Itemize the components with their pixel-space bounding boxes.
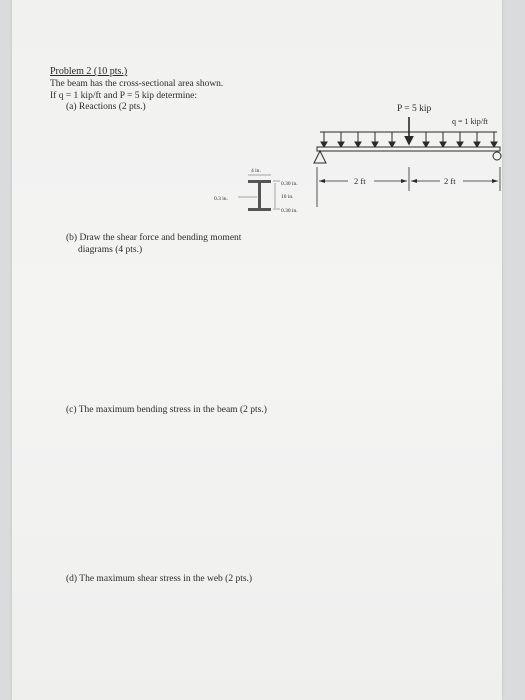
span-left-label: 2 ft — [354, 176, 366, 186]
top-flange — [248, 180, 271, 183]
problem-title: Problem 2 (10 pts.) — [50, 66, 128, 77]
roller-support — [493, 152, 501, 160]
bottom-flange-thickness-label: 0.30 in. — [281, 208, 298, 214]
flange-width-label: 4 in. — [251, 168, 261, 174]
span-right-label: 2 ft — [444, 176, 456, 186]
dimension-arrow — [411, 179, 417, 183]
top-flange-thickness-label: 0.30 in. — [281, 181, 298, 187]
cross-section-diagram — [200, 163, 330, 223]
pin-support — [314, 151, 326, 163]
beam-diagram — [300, 95, 520, 215]
web-thickness-label: 0.3 in. — [214, 196, 228, 202]
problem-statement-line-2: If q = 1 kip/ft and P = 5 kip determine: — [50, 91, 198, 101]
beam — [317, 147, 500, 151]
dimension-arrow — [492, 179, 498, 183]
part-d-shear-stress: (d) The maximum shear stress in the web (2 pts.) — [66, 574, 253, 584]
web — [258, 183, 261, 208]
problem-statement-line-1: The beam has the cross-sectional area shown. — [50, 79, 224, 89]
bottom-flange — [248, 208, 271, 211]
part-a-reactions: (a) Reactions (2 pts.) — [66, 102, 146, 112]
point-load-label: P = 5 kip — [397, 104, 432, 114]
part-b-shear-moment-line-2: diagrams (4 pts.) — [78, 245, 143, 255]
web-height-label: 10 in. — [281, 194, 294, 200]
dimension-arrow — [401, 179, 407, 183]
part-b-shear-moment-line-1: (b) Draw the shear force and bending moment — [66, 233, 242, 243]
part-c-bending-stress: (c) The maximum bending stress in the beam (2 pts.) — [66, 405, 267, 415]
distributed-load-label: q = 1 kip/ft — [452, 117, 488, 126]
